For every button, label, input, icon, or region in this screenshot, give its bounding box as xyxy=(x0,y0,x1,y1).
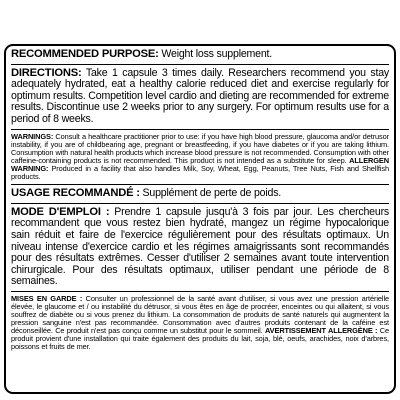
en-purpose-heading: RECOMMENDED PURPOSE: xyxy=(11,48,159,60)
en-purpose-text: Weight loss supplement. xyxy=(158,48,273,60)
section-divider xyxy=(11,203,389,204)
fr-purpose-text: Supplément de perte de poids. xyxy=(139,187,282,200)
en-warnings-text: Consult a healthcare practitioner prior to use: if you have high blood pressure, glaucoma and/or detrusor instability, if you are of childbearing age, pregnant or breastfeeding, if you have diabetes or if you are taking lithium. Consumption with natural health products which increase blood pressure is not recommended. Consumption with other caffeine-containing products is not recommended. This product is not intended as a substitute for sleep. xyxy=(11,131,389,165)
fr-warnings-section xyxy=(11,295,389,352)
fr-purpose-section xyxy=(11,188,389,200)
en-directions-heading: DIRECTIONS: xyxy=(11,66,82,79)
en-allergen-heading: ALLERGEN WARNING: xyxy=(11,155,389,173)
en-allergen-text: Produced in a facility that also handles Milk, Soy, Wheat, Egg, Peanuts, Tree Nuts, Fish and Shellfish products. xyxy=(11,163,389,182)
en-directions-section xyxy=(11,68,389,126)
en-purpose-section xyxy=(11,49,389,61)
fr-warnings-heading: MISES EN GARDE : xyxy=(11,293,83,303)
fr-purpose-heading: USAGE RECOMMANDÉ : xyxy=(11,187,140,200)
fr-allergen-heading: AVERTISSEMENT ALLERGÈNE : xyxy=(264,326,378,336)
section-divider xyxy=(11,184,389,185)
fr-directions-heading: MODE D'EMPLOI : xyxy=(11,205,110,218)
section-divider xyxy=(11,129,389,130)
en-warnings-section xyxy=(11,133,389,182)
supplement-label-panel xyxy=(4,44,396,394)
fr-directions-text: Prendre 1 capsule jusqu'à 3 fois par jour. Les chercheurs recommandent que vous restez bien hydraté, mangez un régime hypocalorique sain réduit et faire de l'exercice régulièrement pour des résultats optimaux. Un niveau intense d'exercice cardio et les régimes amaigrissants sont recommandés pour des résultats extrêmes. Cesser d'utiliser 2 semaines avant toute intervention chirurgicale. Pour des résultats optimaux, utiliser pendant une période de 8 semaines. xyxy=(11,205,389,288)
fr-warnings-text: Consulter un professionnel de la santé avant d'utiliser, si vous avez une pression artérielle élevée, le glaucome et / ou instabilité du détrusor, si vous êtes en âge de procréer, enceintes ou qui allaitent, si vous souffrez de diabète ou si vous prenez du lithium. La consommation de produits de santé naturels qui augmentent la pression sanguine n'est pas recommandée. Consommation avec d'autres produits contenant de la caféine est déconseillée. Ce produit n'est pas conçu comme un substitut pour le sommeil. xyxy=(11,293,389,336)
en-directions-text: Take 1 capsule 3 times daily. Researchers recommend you stay adequately hydrated, eat a healthy calorie reduced diet and exercise regularly for optimum results. Competition level cardio and dieting are recommended for extreme results. Discontinue use 2 weeks prior to any surgery. For optimum results use for a period of 8 weeks. xyxy=(11,66,389,125)
fr-allergen-text: Ce produit provient d'une installation qui traite également des produits du lait, soja, blé, oeufs, arachides, noix d'arbres, poissons et fruits de mer. xyxy=(11,326,390,352)
section-divider xyxy=(11,64,389,65)
en-warnings-heading: WARNINGS: xyxy=(11,131,54,141)
section-divider xyxy=(11,291,389,292)
fr-directions-section xyxy=(11,207,389,288)
